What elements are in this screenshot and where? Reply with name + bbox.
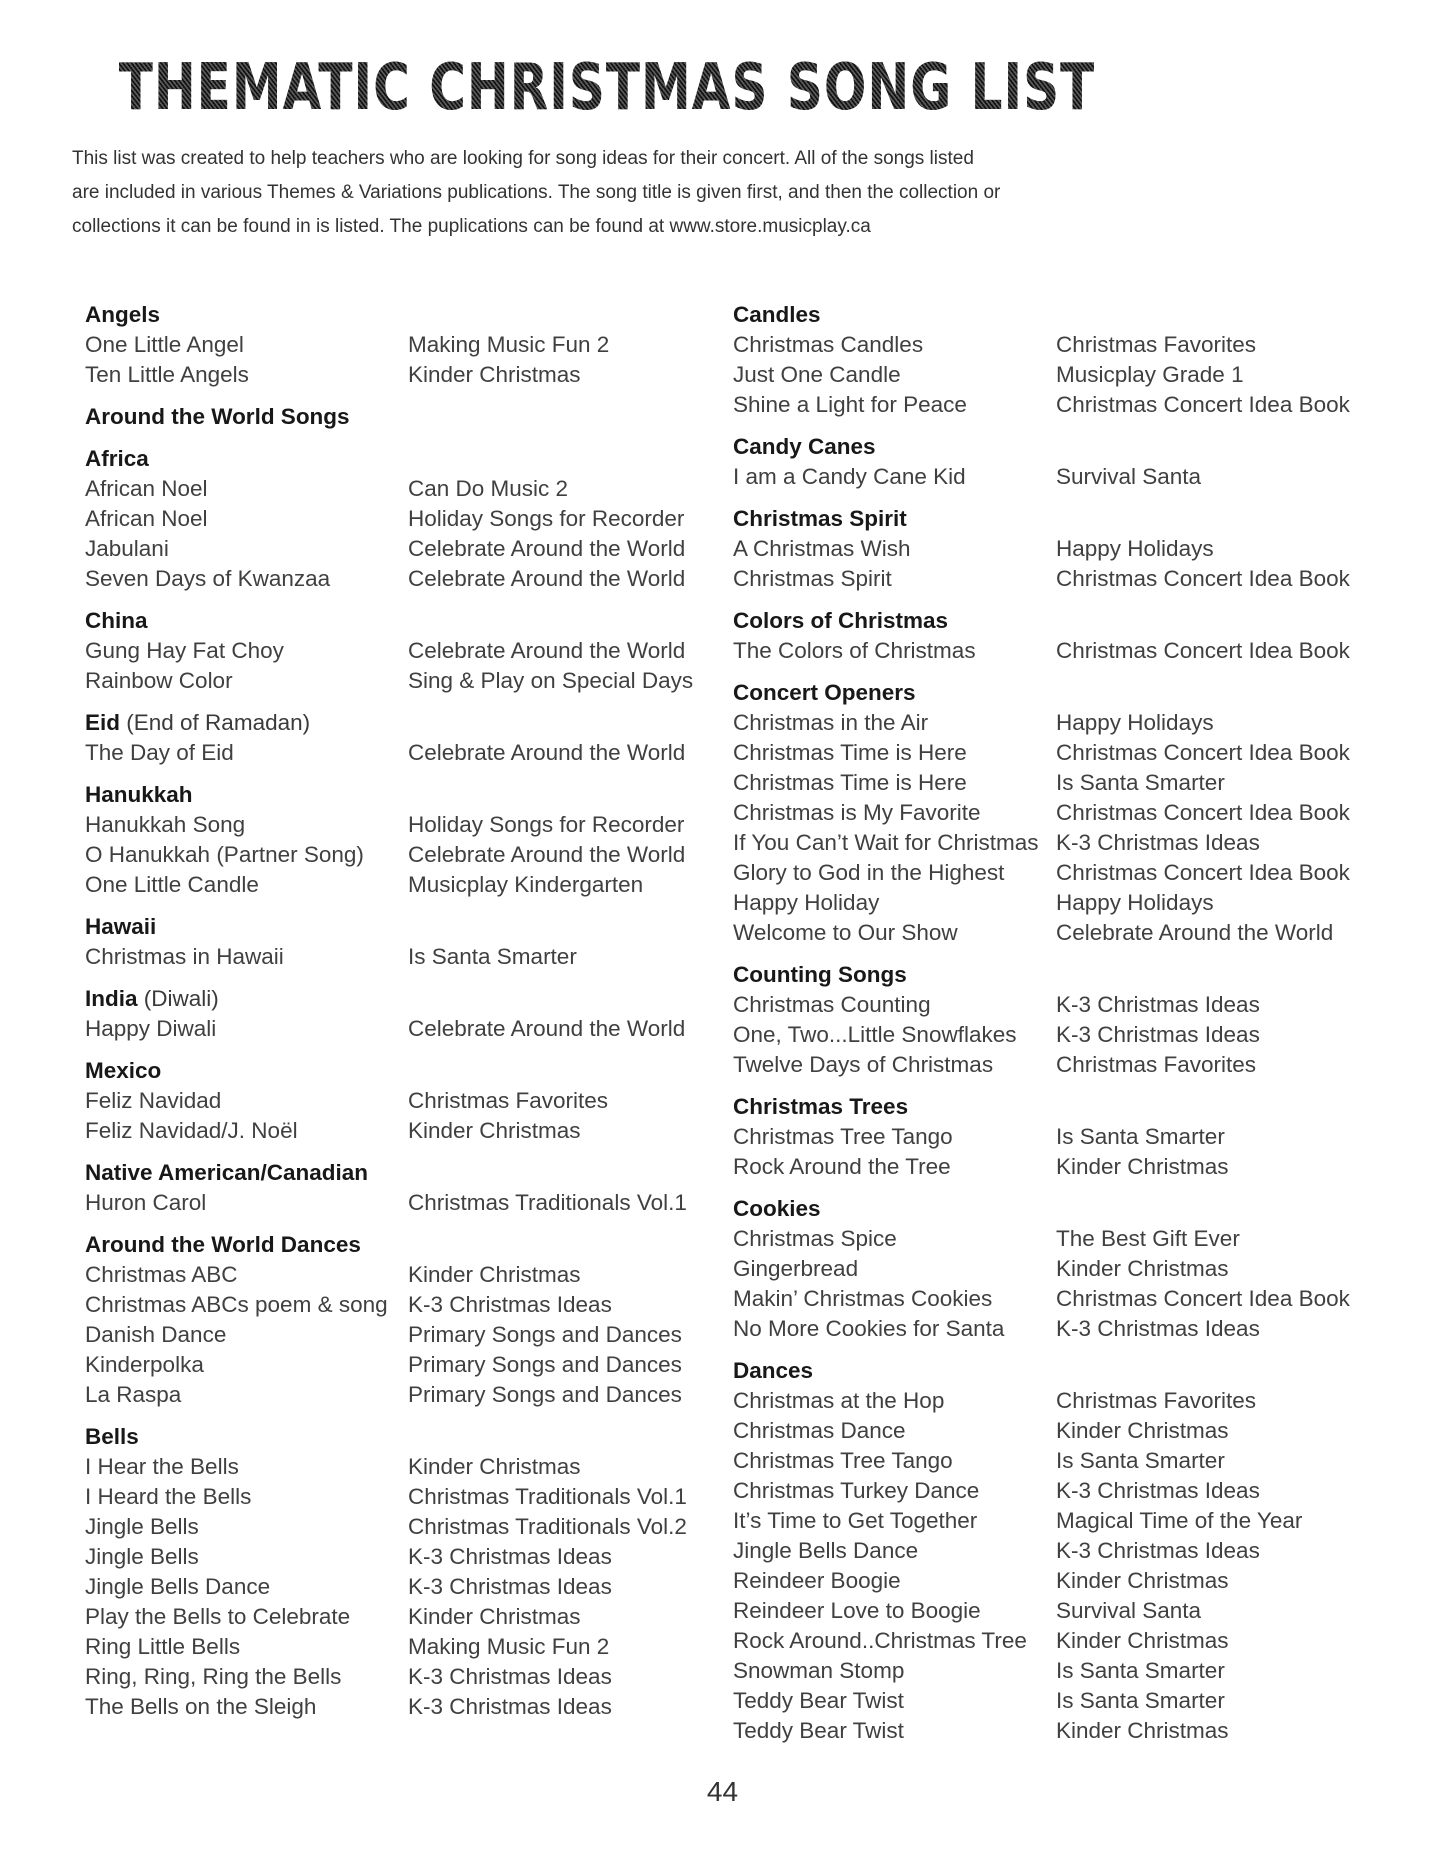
song-rows (85, 1014, 700, 1044)
song-category-section (85, 606, 700, 696)
song-row (733, 1416, 1385, 1446)
song-category-section (733, 960, 1385, 1080)
collection-name: Musicplay Grade 1 (1056, 362, 1244, 387)
category-heading-note: (Diwali) (137, 986, 219, 1011)
category-heading (85, 1158, 700, 1188)
collection-name: Making Music Fun 2 (408, 1634, 610, 1659)
collection-name: Christmas Traditionals Vol.1 (408, 1190, 687, 1215)
collection-name: K-3 Christmas Ideas (1056, 1538, 1260, 1563)
page-title: THEMATIC CHRISTMAS SONG LIST (72, 50, 1142, 124)
song-title: African Noel (85, 476, 208, 501)
song-row (733, 1536, 1385, 1566)
song-rows (733, 1224, 1385, 1344)
song-rows (733, 330, 1385, 420)
song-row (733, 858, 1385, 888)
song-title: Ring, Ring, Ring the Bells (85, 1664, 342, 1689)
song-title: Kinderpolka (85, 1352, 204, 1377)
collection-name: K-3 Christmas Ideas (408, 1664, 612, 1689)
song-row (85, 360, 700, 390)
song-row (733, 462, 1385, 492)
collection-name: Musicplay Kindergarten (408, 872, 644, 897)
song-title: Christmas Turkey Dance (733, 1478, 980, 1503)
song-title: Christmas Tree Tango (733, 1448, 953, 1473)
collection-name: Christmas Favorites (1056, 1052, 1257, 1077)
collection-name: Making Music Fun 2 (408, 332, 610, 357)
category-heading (733, 960, 1385, 990)
song-row (733, 1626, 1385, 1656)
song-title: O Hanukkah (Partner Song) (85, 842, 364, 867)
song-category-section (85, 1422, 700, 1722)
song-row (85, 738, 700, 768)
collection-name: Christmas Concert Idea Book (1056, 860, 1350, 885)
collection-name: Christmas Concert Idea Book (1056, 740, 1350, 765)
song-title: Just One Candle (733, 362, 901, 387)
collection-name: K-3 Christmas Ideas (1056, 830, 1260, 855)
collection-name: K-3 Christmas Ideas (408, 1292, 612, 1317)
song-title: Huron Carol (85, 1190, 207, 1215)
collection-name: Is Santa Smarter (1056, 1124, 1225, 1149)
song-title: Play the Bells to Celebrate (85, 1604, 351, 1629)
category-heading (85, 780, 700, 810)
song-row (733, 1686, 1385, 1716)
category-heading-label: Christmas Spirit (733, 506, 907, 531)
collection-name: K-3 Christmas Ideas (1056, 1316, 1260, 1341)
collection-name: Primary Songs and Dances (408, 1322, 682, 1347)
song-row (733, 918, 1385, 948)
song-row (85, 840, 700, 870)
category-heading-label: Colors of Christmas (733, 608, 949, 633)
song-category-section (733, 1356, 1385, 1746)
collection-name: Christmas Concert Idea Book (1056, 638, 1350, 663)
category-heading (733, 432, 1385, 462)
song-title: Happy Diwali (85, 1016, 217, 1041)
song-row (733, 1446, 1385, 1476)
song-title: Rock Around the Tree (733, 1154, 951, 1179)
song-title: Twelve Days of Christmas (733, 1052, 994, 1077)
intro-line: collections it can be found in is listed. The puplications can be found at www.store.musicplay.ca (72, 216, 871, 237)
collection-name: Can Do Music 2 (408, 476, 569, 501)
song-title: Hanukkah Song (85, 812, 246, 837)
song-row (733, 888, 1385, 918)
collection-name: Kinder Christmas (1056, 1418, 1229, 1443)
song-title: Christmas is My Favorite (733, 800, 981, 825)
song-category-section (85, 780, 700, 900)
category-heading-label: China (85, 608, 148, 633)
song-title: Teddy Bear Twist (733, 1688, 904, 1713)
song-title: African Noel (85, 506, 208, 531)
song-title: Christmas ABCs poem & song (85, 1292, 388, 1317)
collection-name: Christmas Favorites (1056, 332, 1257, 357)
song-title: Jabulani (85, 536, 169, 561)
song-category-section (85, 1230, 700, 1410)
collection-name: Primary Songs and Dances (408, 1352, 682, 1377)
category-heading (85, 300, 700, 330)
song-category-section (85, 708, 700, 768)
song-title: Shine a Light for Peace (733, 392, 967, 417)
category-heading (733, 300, 1385, 330)
song-title: It’s Time to Get Together (733, 1508, 978, 1533)
song-row (733, 1152, 1385, 1182)
intro-line: are included in various Themes & Variations publications. The song title is given first, and then the collection or (72, 182, 1001, 203)
song-title: Glory to God in the Highest (733, 860, 1005, 885)
song-title: Christmas Candles (733, 332, 924, 357)
song-row (85, 1320, 700, 1350)
song-row (733, 1656, 1385, 1686)
collection-name: Kinder Christmas (1056, 1154, 1229, 1179)
category-heading (85, 1056, 700, 1086)
collection-name: Kinder Christmas (408, 1454, 581, 1479)
song-title: Gung Hay Fat Choy (85, 638, 284, 663)
song-row (85, 1116, 700, 1146)
song-category-section (733, 504, 1385, 594)
song-rows (85, 810, 700, 900)
song-title: Jingle Bells (85, 1514, 199, 1539)
song-row (733, 1122, 1385, 1152)
category-heading (733, 1356, 1385, 1386)
collection-name: Is Santa Smarter (1056, 770, 1225, 795)
category-heading (85, 1422, 700, 1452)
collection-name: K-3 Christmas Ideas (1056, 1022, 1260, 1047)
song-title: No More Cookies for Santa (733, 1316, 1005, 1341)
category-heading (85, 402, 700, 432)
song-row (733, 1716, 1385, 1746)
song-row (733, 330, 1385, 360)
song-title: The Bells on the Sleigh (85, 1694, 317, 1719)
intro-line: This list was created to help teachers who are looking for song ideas for their concert. All of the songs listed (72, 148, 974, 169)
song-category-section (85, 912, 700, 972)
song-row (85, 534, 700, 564)
song-row (733, 636, 1385, 666)
song-title: Teddy Bear Twist (733, 1718, 904, 1743)
song-row (733, 990, 1385, 1020)
song-title: Christmas Spice (733, 1226, 897, 1251)
song-row (85, 1014, 700, 1044)
collection-name: Christmas Concert Idea Book (1056, 392, 1350, 417)
song-title: Christmas Time is Here (733, 770, 967, 795)
song-title: Reindeer Boogie (733, 1568, 901, 1593)
song-row (733, 1506, 1385, 1536)
category-heading-label: Cookies (733, 1196, 821, 1221)
song-rows (733, 462, 1385, 492)
category-heading (85, 912, 700, 942)
collection-name: Celebrate Around the World (408, 842, 686, 867)
page-number: 44 (706, 1776, 739, 1807)
song-row (85, 1602, 700, 1632)
song-rows (85, 1086, 700, 1146)
song-row (85, 504, 700, 534)
song-title: Christmas Counting (733, 992, 931, 1017)
song-row (733, 1566, 1385, 1596)
song-title: Rainbow Color (85, 668, 233, 693)
collection-name: Kinder Christmas (408, 1118, 581, 1143)
collection-name: Celebrate Around the World (1056, 920, 1334, 945)
song-title: Rock Around..Christmas Tree (733, 1628, 1027, 1653)
collection-name: Kinder Christmas (1056, 1256, 1229, 1281)
song-title: Christmas Time is Here (733, 740, 967, 765)
collection-name: Sing & Play on Special Days (408, 668, 694, 693)
category-heading (733, 504, 1385, 534)
song-category-section (85, 984, 700, 1044)
category-heading-label: India (85, 986, 138, 1011)
category-heading-label: Africa (85, 446, 149, 471)
song-row (85, 1572, 700, 1602)
song-row (85, 1692, 700, 1722)
collection-name: Celebrate Around the World (408, 638, 686, 663)
collection-name: K-3 Christmas Ideas (1056, 1478, 1260, 1503)
category-heading (733, 678, 1385, 708)
collection-name: Christmas Concert Idea Book (1056, 566, 1350, 591)
category-heading-label: Eid (85, 710, 121, 735)
song-title: Jingle Bells Dance (733, 1538, 919, 1563)
song-category-section (733, 1092, 1385, 1182)
category-heading (85, 1230, 700, 1260)
collection-name: K-3 Christmas Ideas (408, 1694, 612, 1719)
song-row (733, 1476, 1385, 1506)
song-rows (85, 1188, 700, 1218)
song-row (85, 1350, 700, 1380)
intro-paragraph (72, 142, 1162, 244)
collection-name: The Best Gift Ever (1056, 1226, 1240, 1251)
category-heading (733, 606, 1385, 636)
collection-name: Happy Holidays (1056, 890, 1214, 915)
collection-name: Survival Santa (1056, 464, 1202, 489)
category-heading-note: (End of Ramadan) (120, 710, 311, 735)
song-title: La Raspa (85, 1382, 182, 1407)
song-title: Ten Little Angels (85, 362, 249, 387)
collection-name: Celebrate Around the World (408, 1016, 686, 1041)
song-category-section (85, 300, 700, 390)
song-title: Feliz Navidad (85, 1088, 222, 1113)
song-title: One Little Candle (85, 872, 259, 897)
collection-name: Christmas Traditionals Vol.2 (408, 1514, 687, 1539)
song-row (85, 1662, 700, 1692)
song-title: One Little Angel (85, 332, 244, 357)
song-row (733, 534, 1385, 564)
collection-name: Kinder Christmas (1056, 1718, 1229, 1743)
category-heading (733, 1194, 1385, 1224)
collection-name: Christmas Favorites (408, 1088, 609, 1113)
song-row (85, 942, 700, 972)
song-rows (85, 636, 700, 696)
category-heading-label: Angels (85, 302, 161, 327)
song-rows (733, 636, 1385, 666)
song-category-section (85, 1056, 700, 1146)
collection-name: Is Santa Smarter (1056, 1448, 1225, 1473)
collection-name: Holiday Songs for Recorder (408, 506, 685, 531)
song-category-section (733, 678, 1385, 948)
song-row (85, 1512, 700, 1542)
collection-name: Is Santa Smarter (408, 944, 577, 969)
song-row (85, 1380, 700, 1410)
song-title: Seven Days of Kwanzaa (85, 566, 331, 591)
song-row (85, 1542, 700, 1572)
song-title: The Day of Eid (85, 740, 234, 765)
song-row (733, 1050, 1385, 1080)
song-category-section (85, 402, 700, 432)
song-row (85, 564, 700, 594)
collection-name: Celebrate Around the World (408, 740, 686, 765)
song-rows (85, 330, 700, 390)
song-title: I am a Candy Cane Kid (733, 464, 966, 489)
collection-name: Celebrate Around the World (408, 536, 686, 561)
song-row (85, 1482, 700, 1512)
category-heading-label: Candles (733, 302, 821, 327)
song-row (733, 360, 1385, 390)
song-title: One, Two...Little Snowflakes (733, 1022, 1017, 1047)
collection-name: Christmas Favorites (1056, 1388, 1257, 1413)
song-row (733, 564, 1385, 594)
song-title: I Hear the Bells (85, 1454, 239, 1479)
collection-name: Holiday Songs for Recorder (408, 812, 685, 837)
collection-name: Survival Santa (1056, 1598, 1202, 1623)
collection-name: K-3 Christmas Ideas (408, 1574, 612, 1599)
category-heading-label: Counting Songs (733, 962, 907, 987)
song-category-section (733, 1194, 1385, 1344)
song-row (733, 768, 1385, 798)
category-heading (85, 606, 700, 636)
song-title: Danish Dance (85, 1322, 227, 1347)
song-row (85, 474, 700, 504)
song-rows (85, 1260, 700, 1410)
song-rows (733, 708, 1385, 948)
collection-name: Celebrate Around the World (408, 566, 686, 591)
song-rows (733, 1122, 1385, 1182)
song-rows (733, 990, 1385, 1080)
song-row (733, 708, 1385, 738)
category-heading-label: Native American/Canadian (85, 1160, 369, 1185)
song-category-section (733, 300, 1385, 420)
song-category-section (85, 1158, 700, 1218)
song-title: Christmas Spirit (733, 566, 892, 591)
category-heading (733, 1092, 1385, 1122)
song-title: A Christmas Wish (733, 536, 911, 561)
song-title: Ring Little Bells (85, 1634, 241, 1659)
song-title: Makin’ Christmas Cookies (733, 1286, 993, 1311)
song-row (733, 1314, 1385, 1344)
collection-name: Kinder Christmas (408, 1604, 581, 1629)
category-heading (85, 984, 700, 1014)
song-row (85, 1452, 700, 1482)
collection-name: Kinder Christmas (1056, 1568, 1229, 1593)
song-title: Christmas Dance (733, 1418, 906, 1443)
song-rows (85, 738, 700, 768)
collection-name: K-3 Christmas Ideas (408, 1544, 612, 1569)
song-title: Christmas in Hawaii (85, 944, 284, 969)
category-heading-label: Christmas Trees (733, 1094, 909, 1119)
collection-name: Christmas Concert Idea Book (1056, 1286, 1350, 1311)
song-row (733, 1224, 1385, 1254)
song-row (733, 1596, 1385, 1626)
song-title: I Heard the Bells (85, 1484, 252, 1509)
song-category-section (85, 444, 700, 594)
category-heading-label: Around the World Dances (85, 1232, 361, 1257)
song-list (85, 288, 1445, 1746)
collection-name: Is Santa Smarter (1056, 1688, 1225, 1713)
collection-name: Happy Holidays (1056, 536, 1214, 561)
song-rows (85, 474, 700, 594)
song-title: Happy Holiday (733, 890, 880, 915)
song-rows (85, 942, 700, 972)
song-row (85, 1632, 700, 1662)
song-row (733, 1020, 1385, 1050)
song-row (733, 1386, 1385, 1416)
song-row (85, 870, 700, 900)
song-title: The Colors of Christmas (733, 638, 976, 663)
collection-name: Is Santa Smarter (1056, 1658, 1225, 1683)
song-row (85, 330, 700, 360)
song-category-section (733, 432, 1385, 492)
song-title: Christmas in the Air (733, 710, 929, 735)
song-row (85, 666, 700, 696)
category-heading (85, 708, 700, 738)
category-heading-label: Hanukkah (85, 782, 193, 807)
collection-name: Primary Songs and Dances (408, 1382, 682, 1407)
song-title: Christmas Tree Tango (733, 1124, 953, 1149)
song-row (85, 1086, 700, 1116)
song-title: Snowman Stomp (733, 1658, 905, 1683)
song-list-column-right (733, 288, 1385, 1746)
collection-name: Christmas Traditionals Vol.1 (408, 1484, 687, 1509)
category-heading (85, 444, 700, 474)
collection-name: K-3 Christmas Ideas (1056, 992, 1260, 1017)
song-row (733, 390, 1385, 420)
collection-name: Christmas Concert Idea Book (1056, 800, 1350, 825)
song-title: Jingle Bells Dance (85, 1574, 271, 1599)
song-rows (85, 1452, 700, 1722)
song-row (85, 810, 700, 840)
song-row (733, 798, 1385, 828)
category-heading-label: Concert Openers (733, 680, 916, 705)
song-title: Christmas ABC (85, 1262, 238, 1287)
category-heading-label: Candy Canes (733, 434, 876, 459)
song-row (85, 1290, 700, 1320)
category-heading-label: Mexico (85, 1058, 162, 1083)
song-list-column-left (85, 288, 700, 1722)
song-title: Gingerbread (733, 1256, 859, 1281)
category-heading-label: Around the World Songs (85, 404, 350, 429)
song-row (733, 828, 1385, 858)
collection-name: Kinder Christmas (1056, 1628, 1229, 1653)
song-title: Reindeer Love to Boogie (733, 1598, 981, 1623)
collection-name: Happy Holidays (1056, 710, 1214, 735)
collection-name: Kinder Christmas (408, 362, 581, 387)
song-row (733, 738, 1385, 768)
song-rows (733, 534, 1385, 594)
song-row (85, 636, 700, 666)
category-heading-label: Hawaii (85, 914, 157, 939)
song-row (85, 1188, 700, 1218)
song-title: Christmas at the Hop (733, 1388, 945, 1413)
song-title: Jingle Bells (85, 1544, 199, 1569)
collection-name: Kinder Christmas (408, 1262, 581, 1287)
song-category-section (733, 606, 1385, 666)
song-title: If You Can’t Wait for Christmas (733, 830, 1039, 855)
category-heading-label: Bells (85, 1424, 139, 1449)
category-heading-label: Dances (733, 1358, 814, 1383)
song-title: Welcome to Our Show (733, 920, 958, 945)
song-row (733, 1284, 1385, 1314)
song-row (733, 1254, 1385, 1284)
collection-name: Magical Time of the Year (1056, 1508, 1303, 1533)
song-title: Feliz Navidad/J. Noël (85, 1118, 298, 1143)
song-rows (733, 1386, 1385, 1746)
song-row (85, 1260, 700, 1290)
